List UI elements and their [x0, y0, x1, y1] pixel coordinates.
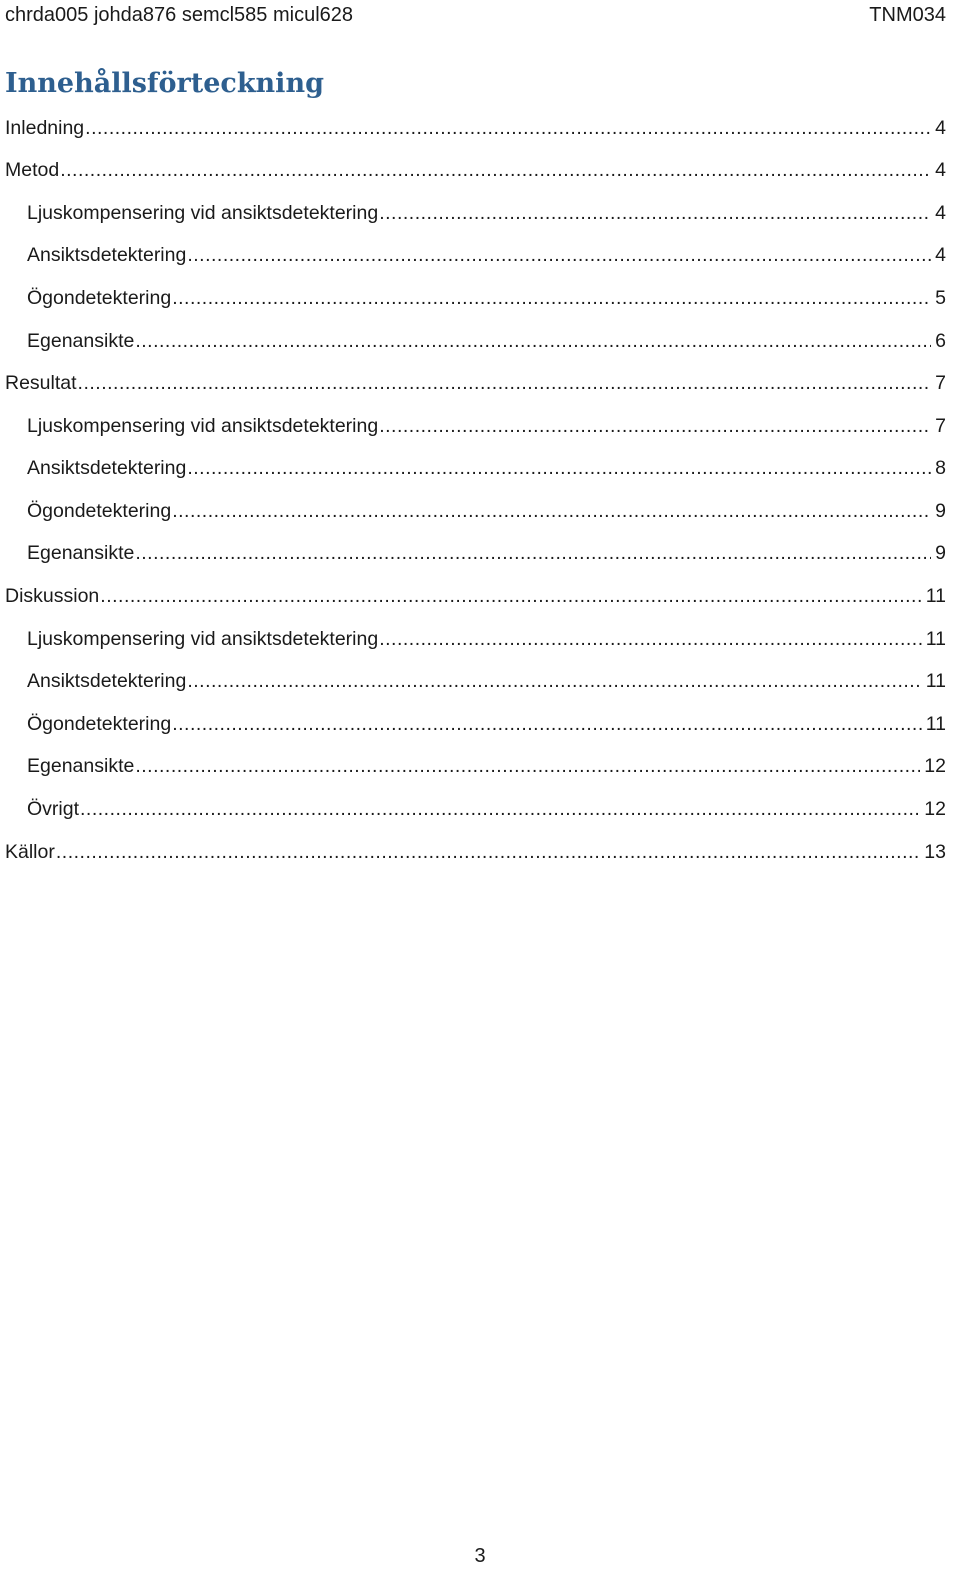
toc-entry-title: Resultat	[5, 372, 77, 395]
toc-dot-leader	[379, 630, 922, 650]
toc-entry-page: 11	[925, 712, 946, 735]
header-course-code: TNM034	[869, 3, 946, 26]
toc-entry-page: 9	[935, 542, 946, 565]
toc-entry-title: Ansiktsdetektering	[27, 244, 187, 267]
toc-entry-page: 5	[935, 286, 946, 309]
toc-entry-page: 13	[924, 840, 946, 863]
toc-entry[interactable]	[5, 363, 946, 406]
toc-dot-leader	[187, 246, 931, 266]
toc-entry-title: Ljuskompensering vid ansiktsdetektering	[27, 627, 379, 650]
toc-entry-title: Ansiktsdetektering	[27, 670, 187, 693]
toc-entry[interactable]	[5, 831, 946, 874]
toc-dot-leader	[172, 289, 931, 309]
toc-entry[interactable]	[5, 320, 946, 363]
toc-dot-leader	[379, 417, 931, 437]
toc-entry[interactable]	[5, 661, 946, 704]
toc-entry-title: Övrigt	[27, 798, 80, 821]
toc-entry-title: Diskussion	[5, 585, 100, 608]
toc-dot-leader	[85, 119, 931, 139]
toc-entry[interactable]	[5, 150, 946, 193]
toc-entry[interactable]	[5, 576, 946, 619]
toc-entry-page: 4	[935, 244, 946, 267]
toc-entry-title: Egenansikte	[27, 755, 135, 778]
toc-entry-title: Ljuskompensering vid ansiktsdetektering	[27, 414, 379, 437]
toc-entry[interactable]	[5, 618, 946, 661]
toc-entry-title: Metod	[5, 159, 60, 182]
toc-heading: Innehållsförteckning	[5, 68, 324, 99]
toc-dot-leader	[100, 587, 921, 607]
toc-list	[5, 107, 946, 874]
toc-entry-title: Inledning	[5, 116, 85, 139]
toc-entry[interactable]	[5, 789, 946, 832]
toc-entry-page: 8	[935, 457, 946, 480]
toc-dot-leader	[78, 374, 932, 394]
toc-entry-title: Källor	[5, 840, 55, 863]
toc-dot-leader	[187, 672, 921, 692]
toc-dot-leader	[135, 332, 931, 352]
toc-dot-leader	[172, 715, 922, 735]
toc-entry-page: 12	[924, 755, 946, 778]
toc-entry-page: 9	[935, 499, 946, 522]
toc-entry[interactable]	[5, 490, 946, 533]
toc-entry[interactable]	[5, 107, 946, 150]
toc-entry-page: 11	[925, 627, 946, 650]
toc-entry-title: Ögondetektering	[27, 712, 172, 735]
toc-dot-leader	[187, 459, 931, 479]
toc-dot-leader	[60, 161, 931, 181]
toc-dot-leader	[172, 502, 931, 522]
toc-entry-page: 12	[924, 798, 946, 821]
toc-dot-leader	[379, 204, 931, 224]
toc-entry[interactable]	[5, 405, 946, 448]
toc-entry[interactable]	[5, 192, 946, 235]
toc-entry-page: 4	[935, 159, 946, 182]
toc-entry-page: 4	[935, 201, 946, 224]
toc-entry-title: Ögondetektering	[27, 499, 172, 522]
toc-entry-page: 6	[935, 329, 946, 352]
toc-dot-leader	[135, 544, 931, 564]
toc-entry-title: Ansiktsdetektering	[27, 457, 187, 480]
toc-entry[interactable]	[5, 277, 946, 320]
toc-dot-leader	[56, 843, 920, 863]
toc-entry[interactable]	[5, 533, 946, 576]
toc-entry-title: Egenansikte	[27, 542, 135, 565]
toc-entry-page: 7	[935, 372, 946, 395]
toc-entry-page: 7	[935, 414, 946, 437]
toc-entry[interactable]	[5, 746, 946, 789]
toc-entry-page: 11	[925, 670, 946, 693]
page-number: 3	[474, 1545, 486, 1567]
toc-entry-page: 4	[935, 116, 946, 139]
toc-entry[interactable]	[5, 448, 946, 491]
toc-dot-leader	[135, 757, 920, 777]
toc-entry-title: Ljuskompensering vid ansiktsdetektering	[27, 201, 379, 224]
toc-entry[interactable]	[5, 703, 946, 746]
toc-dot-leader	[80, 800, 920, 820]
toc-entry-page: 11	[925, 585, 946, 608]
toc-entry-title: Ögondetektering	[27, 286, 172, 309]
page-header	[5, 0, 946, 30]
toc-entry[interactable]	[5, 235, 946, 278]
header-authors: chrda005 johda876 semcl585 micul628	[5, 3, 354, 26]
toc-entry-title: Egenansikte	[27, 329, 135, 352]
